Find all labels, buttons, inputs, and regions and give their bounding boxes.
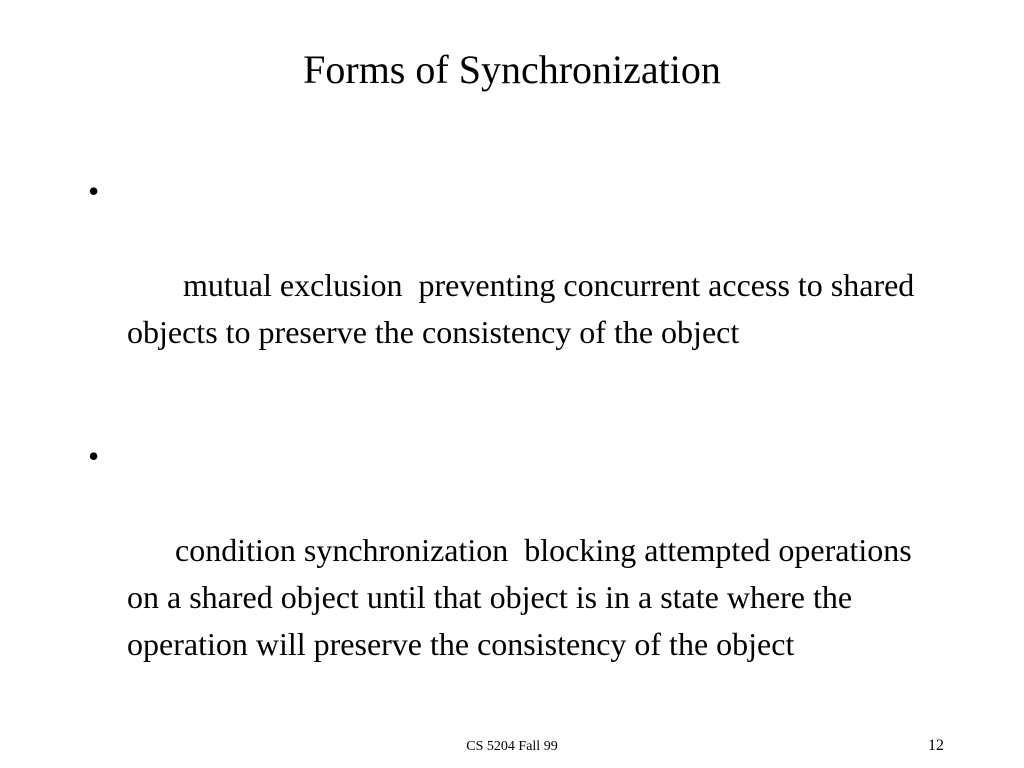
- slide-footer: CS 5204 Fall 99: [466, 739, 558, 754]
- slide-title: Forms of Synchronization: [303, 47, 721, 92]
- page-number: 12: [928, 737, 944, 754]
- bullet-list: [88, 168, 948, 715]
- bullet-text: mutual exclusion preventing concurrent access to shared objects to preserve the consistency of the object: [127, 267, 923, 350]
- bullet-item-mutual-exclusion: [88, 168, 948, 403]
- bullet-icon: •: [88, 173, 100, 209]
- bullet-text: condition synchronization blocking attempted operations on a shared object until that object is in a state where the operation will preserve the consistency of the object: [127, 532, 920, 662]
- bullet-item-condition-synchronization: [88, 433, 948, 715]
- bullet-icon: •: [88, 438, 100, 474]
